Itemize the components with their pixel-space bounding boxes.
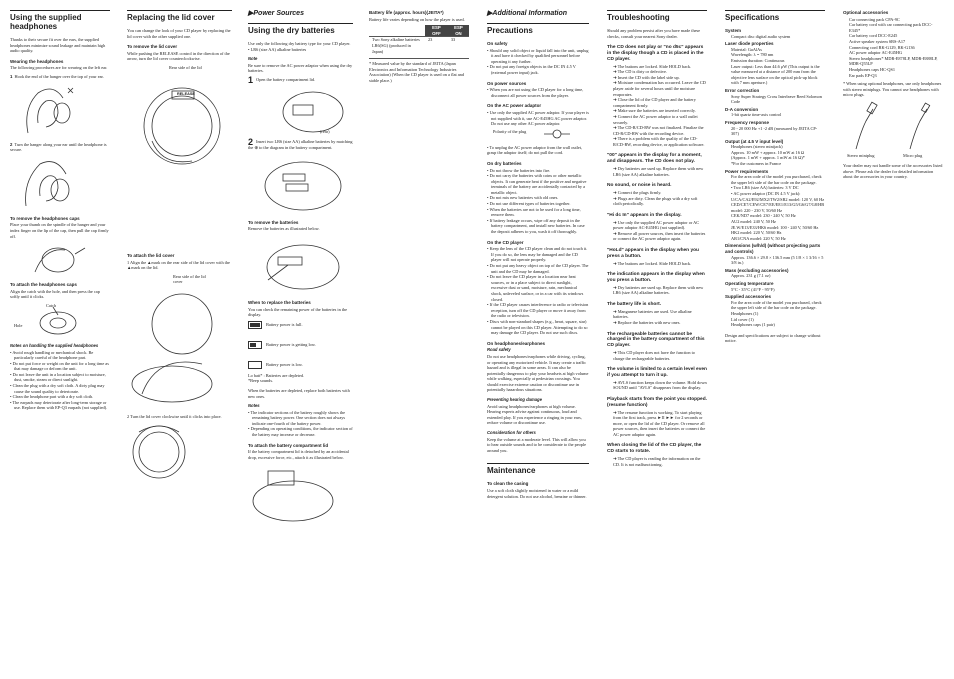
spec-heading: D-A conversion — [725, 106, 759, 112]
column-specifications — [725, 10, 825, 347]
battery-level-list — [248, 321, 353, 369]
list-item: • Do not carry the batteries with coins or other metallic objects. It can generate heat if the positive and negative terminals of the battery are accidentally contacted by a metallic object. — [487, 173, 587, 195]
trouble-heading: The rechargeable batteries cannot be charged in the battery compartment of this CD player. — [607, 331, 705, 349]
trouble-heading: "HoLd" appears in the display when you press a button. — [607, 248, 699, 259]
ac-unplug-text: • To unplug the AC power adaptor from the wall outlet, grasp the adaptor itself; do not pull the cord. — [487, 144, 583, 156]
optional-heading: Optional accessories — [843, 10, 889, 15]
spec-heading: Output (at 4.5 V input level) — [725, 138, 784, 144]
dealer-text: Your dealer may not handle some of the accessories listed above. Please ask the dealer for detailed information about the accessories in your country. — [843, 162, 943, 180]
lid-intro: You can change the look of your CD player by replacing the lid cover with the other supplied one. — [127, 28, 231, 39]
arrow-icon: ➜ — [613, 80, 618, 86]
road-text: Do not use headphones/earphones while driving, cycling, or operating any motorized vehicle. It may create a traffic hazard and is illegal in some areas. It can also be potentially dangerous to play your headsets at high volume while walking, especially at pedestrian crossings. You should exercise extreme caution or discontinue use in potentially hazardous situations. — [487, 353, 589, 393]
troubleshooting-intro: Should any problem persist after you have made these checks, consult your nearest Sony dealer. — [607, 28, 701, 39]
step-1-text: Hook the end of the hanger over the top of your ear. — [14, 73, 104, 79]
column-troubleshooting — [607, 10, 707, 467]
trouble-item — [607, 196, 707, 207]
remove-lid-heading: To remove the lid cover — [127, 44, 178, 50]
headphones-heading: On headphones/earphones — [487, 340, 546, 346]
attach-battery-lid-heading: To attach the battery compartment lid — [248, 442, 329, 448]
remove-lid-figure — [127, 65, 232, 175]
trouble-item-text: Close the lid of the CD player and the battery compartment firmly. — [613, 97, 696, 108]
stereo-miniplug-icon — [851, 101, 881, 151]
hole-label: Hole — [14, 322, 23, 328]
battery-life-row-label: Two Sony alkaline batteries LR6(SG) (produced in Japan) — [369, 37, 425, 54]
trouble-item-text: There is a problem with the quality of the CD-R/CD-RW, recording device, or application software. — [613, 136, 705, 147]
trouble-heading: No sound, or noise is heard. — [607, 183, 672, 189]
list-item: • Do not put any foreign objects in the DC IN 4.5 V (external power input) jack. — [487, 64, 576, 75]
battery-step-2-text: Insert two LR6 (size AA) alkaline batteries by matching the ⊕ to the diagram in the battery compartment. — [248, 138, 353, 151]
battery-notes-heading: Notes — [248, 403, 260, 409]
wearing-text: The following procedures are for wearing on the left ear. — [10, 65, 108, 71]
arrow-icon: ➜ — [613, 108, 618, 114]
power-heading: On power sources — [487, 80, 527, 86]
esp-on-value: 33 — [448, 37, 469, 54]
attach-lid-step-1: 1 Align the ▲mark on the rear side of the lid cover with the ▲mark on the lid. — [127, 259, 230, 271]
trouble-item — [607, 380, 707, 391]
battery-full-label: Battery power is full. — [266, 321, 303, 327]
battery-mid-icon — [248, 341, 262, 349]
battery-life-heading: Battery life (approx. hours)(JEITA*) — [369, 10, 444, 15]
battery-step-1: 1 Open the battery compartment lid. — [248, 74, 316, 85]
trouble-heading: The volume is limited to a certain level even if you attempt to turn it up. — [607, 367, 707, 378]
list-item: • Do not leave the unit in a location subject to moisture, dust, smoke, steam or direct sunlight. — [10, 371, 106, 383]
design-note: Design and specifications are subject to change without notice. — [725, 332, 821, 344]
polarity-icon — [542, 127, 572, 141]
notes-list — [10, 350, 110, 412]
column-optional-accessories — [843, 10, 943, 183]
arrow-icon: ➜ — [613, 308, 618, 314]
replace-batteries-text: You can check the remaining power of the batteries in the display. — [248, 306, 348, 318]
attach-caps-text: Align the catch with the hole, and then press the cap softly until it clicks. — [10, 288, 100, 300]
column-battery-life — [369, 10, 469, 87]
arrow-icon: ➜ — [613, 319, 618, 325]
spec-text: 20 - 20 000 Hz +1 -2 dB (measured by JEITA CP-307) — [731, 125, 818, 137]
spec-heading: Supplied accessories — [725, 294, 772, 300]
arrow-icon: ➜ — [613, 63, 618, 69]
micro-plug-icon — [905, 101, 935, 151]
spec-text: Compact disc digital audio system — [731, 33, 791, 39]
arrow-icon: ➜ — [613, 195, 618, 201]
step-2: 2 Turn the hanger along your ear until the headphone is secure. — [10, 141, 107, 153]
list-item: • Use only the supplied AC power adaptor. If your player is not supplied with it, use AC-E45HG AC power adaptor. Do not use any other AC power adaptor. — [487, 109, 589, 127]
step-1: 1 Hook the end of the hanger over the top of your ear. — [10, 73, 104, 79]
spec-text: Approx. 136.6 × 29.8 × 136.5 mm (5 1/8 × 1 3/16 × 5 3/8 in.) — [731, 254, 824, 266]
arrow-icon: ➜ — [613, 97, 618, 103]
arrow-icon: ➜ — [613, 136, 618, 142]
trouble-item-text: The buttons are locked. Slide HOLD back. — [617, 63, 692, 69]
cd-list — [487, 246, 589, 336]
trouble-item-text: Connect the AC power adaptor to a wall outlet securely. — [613, 113, 698, 125]
notes-heading: Notes on handling the supplied headphones — [10, 342, 99, 348]
lo-batt-label: Lo batt* : Batteries are depleted. — [248, 372, 305, 378]
arrow-icon: ➜ — [613, 349, 618, 355]
safety-heading: On safety — [487, 41, 508, 46]
trouble-item-text: Dry batteries are used up. Replace them with new LR6 (size AA) alkaline batteries. — [613, 284, 704, 296]
battery-level-full — [248, 321, 353, 329]
hearing-heading: Preventing hearing damage — [487, 397, 542, 403]
spec-heading: Frequency response — [725, 119, 770, 125]
trouble-item — [607, 410, 707, 438]
road-heading: Road safety — [487, 347, 511, 353]
spec-heading: Power requirements — [725, 168, 769, 174]
lo-batt-text — [248, 373, 353, 384]
release-label: RELEASE — [177, 91, 195, 96]
trouble-item-text: Insert the CD with the label side up. — [617, 74, 680, 80]
ac-list — [487, 110, 589, 127]
step-2-text: Turn the hanger along your ear until the headphone is secure. — [10, 141, 107, 153]
list-item: • The earpads may deteriorate after long-term storage or use. Replace them with EP-Q3 earpads (not supplied). — [10, 399, 108, 411]
arrow-icon: ➜ — [613, 166, 618, 172]
spec-heading: Operating temperature — [725, 280, 774, 286]
power-sources-section: ▶Power Sources — [248, 10, 304, 17]
battery-type: • LR6 (size AA) alkaline batteries — [248, 46, 307, 52]
list-item: • When you are not using the CD player for a long time, disconnect all power sources from the player. — [487, 87, 584, 98]
power-sources-label: Power Sources — [253, 10, 304, 17]
spec-heading: Dimensions (w/h/d) (without projecting parts and controls) — [725, 243, 821, 254]
arrow-icon: ➜ — [613, 190, 618, 196]
trouble-item-text: Manganese batteries are used. Use alkaline batteries. — [613, 308, 692, 320]
esp-off-value: 23 — [425, 37, 448, 54]
list-item: • Clean the plug with a dry soft cloth. A dirty plug may cause the sound quality to deteriorate. — [10, 383, 105, 394]
ac-heading: On the AC power adaptor — [487, 103, 542, 109]
trouble-item — [607, 285, 707, 296]
section-title-specifications: Specifications — [725, 10, 825, 22]
column-precautions — [487, 10, 589, 502]
column-lid-cover — [127, 10, 232, 482]
trouble-heading: The indication appears in the display when you press a button. — [607, 272, 705, 283]
spec-text: For the area code of the model you purchased, check the upper left side of the bar code on the package. Headphones (1) Lid cover (1) Headphones caps (1 pair) — [731, 299, 822, 328]
battery-level-mid — [248, 341, 353, 349]
open-lid-figure — [248, 87, 353, 139]
insert-batteries-illustration — [248, 154, 348, 214]
trouble-item — [607, 320, 707, 326]
others-text: Keep the volume at a moderate level. This will allow you to hear outside sounds and to be considerate to the people around you. — [487, 436, 587, 453]
esp-on-header: ESP ON — [448, 25, 469, 37]
battery-low-icon — [248, 361, 262, 369]
trouble-heading: "Hi dc In" appears in the display. — [607, 212, 682, 218]
spec-heading: Laser diode properties — [725, 41, 774, 47]
spec-heading: Error correction — [725, 87, 760, 93]
list-item: • Do not throw the batteries into fire. — [487, 167, 551, 173]
list-item: • Avoid rough handling or mechanical shock. Be particularly careful of the headphone part. — [10, 349, 94, 361]
arrow-icon: ➜ — [613, 230, 618, 236]
battery-step-1-text: Open the battery compartment lid. — [256, 76, 316, 82]
trouble-item — [607, 350, 707, 361]
turn-lid-illustration — [129, 422, 189, 482]
micro-plug-label: Micro plug — [903, 152, 923, 158]
battery-note-heading: Note — [248, 56, 258, 62]
remove-caps-illustration — [30, 242, 90, 277]
remove-batteries-illustration — [248, 235, 348, 295]
optional-note: * When using optional headphones, use only headphones with stereo miniplugs. You cannot use headphones with micro plugs. — [843, 81, 942, 98]
battery-notes-list — [248, 410, 353, 438]
batteries-intro: Use only the following dry battery type for your CD player. — [248, 41, 351, 46]
battery-low-label: Battery power is low. — [266, 361, 303, 367]
arrow-icon: ➜ — [613, 125, 618, 131]
plug-figure — [843, 101, 943, 163]
trouble-item-text: The resume function is working. To start playing from the first track, press ►II ►► for 2 seconds or more, or open the lid of the CD player. Or remove all power sources, then insert the batteries or connect the AC power adaptor again. — [613, 409, 706, 437]
spec-text: Headphones (stereo minijack) Approx. 10 mW + approx. 10 mW at 16 Ω (Approx. 1 mW + approx. 1 mW at 16 Ω)* *For the customers in France — [731, 144, 805, 167]
beep-label: *Beep sounds. — [248, 378, 274, 384]
trouble-item — [607, 166, 707, 177]
list-item: • When the batteries are not to be used for a long time, remove them. — [487, 206, 581, 218]
clean-heading: To clean the casing — [487, 481, 529, 487]
trouble-item-text: Connect the plugs firmly. — [617, 190, 662, 196]
arrow-icon: ➜ — [613, 409, 618, 415]
stereo-miniplug-label: Stereo miniplug — [847, 152, 875, 158]
trouble-item-text: Make sure the batteries are inserted correctly. — [617, 108, 696, 114]
list-item: • If the CD player causes interference to radio or television reception, turn off the CD player or move it away from the radio or television. — [487, 302, 589, 319]
attach-lid-heading: To attach the lid cover — [127, 252, 175, 258]
trouble-item — [607, 220, 707, 231]
hearing-text: Avoid using headphones/earphones at high volume. Hearing experts advise against continuous, loud and extended play. If you experience a ringing in your ears, reduce volume or discontinue use. — [487, 403, 582, 426]
additional-info-label: Additional Information — [492, 10, 568, 17]
wearing-heading: Wearing the headphones — [10, 58, 64, 64]
column-headphones — [10, 10, 110, 411]
trouble-item-text: Moisture condensation has occurred. Leave the CD player aside for several hours until the moisture evaporates. — [613, 80, 706, 97]
trouble-item-text: Plugs are dirty. Clean the plugs with a dry soft cloth periodically. — [613, 195, 698, 207]
arrow-icon: ➜ — [613, 69, 618, 75]
trouble-item — [607, 261, 707, 267]
dry-heading: On dry batteries — [487, 160, 522, 166]
rear-cover-label: Rear side of the lid cover — [173, 273, 206, 285]
spec-heading: Mass (excluding accessories) — [725, 267, 789, 273]
specification-list — [725, 28, 825, 328]
arrow-icon: ➜ — [613, 284, 618, 290]
list-item: • Do not mix new batteries with old ones. — [487, 195, 559, 201]
trouble-item-text: The CD player is reading the information on the CD. It is not malfunctioning. — [613, 456, 701, 467]
battery-level-low — [248, 361, 353, 369]
section-title-precautions: Precautions — [487, 23, 589, 35]
trouble-item-text: AVLS function keeps down the volume. Hold down SOUND until "AVLS" disappears from the display. — [613, 379, 707, 391]
list-item: • Do not leave the CD player in a location near heat sources, or in a place subject to direct sunlight, excessive dust or sand, moisture, rain, mechanical shock, unleveled surface, or in a car with its windows closed. — [487, 274, 584, 302]
column-dry-batteries — [248, 10, 353, 523]
dry-list — [487, 168, 589, 235]
battery-step-2: 2 Insert two LR6 (size AA) alkaline batteries by matching the ⊕ to the diagram in the battery compartment. — [248, 136, 353, 151]
trouble-item — [607, 114, 707, 125]
list-item: • Do not use different types of batteries together. — [487, 201, 571, 207]
trouble-item — [607, 309, 707, 320]
rear-label: (rear) — [320, 128, 330, 134]
battery-life-text: Battery life varies depending on how the player is used. — [369, 16, 465, 22]
spec-text: Approx. 231 g (7.1 oz) — [731, 273, 771, 279]
trouble-item — [607, 231, 707, 242]
ac-unplug-label: To unplug the AC power adaptor from the wall outlet, grasp the adaptor itself; do not pull the cord. — [487, 144, 583, 156]
trouble-item-text: Remove all power sources, then insert the batteries or connect the AC power adaptor again. — [613, 230, 706, 242]
turn-hanger-illustration — [18, 156, 78, 211]
list-item: • Should any solid object or liquid fall into the unit, unplug it and have it checked by qualified personnel before operating it any further. — [487, 47, 589, 64]
trouble-item-text: Dry batteries are used up. Replace them with new LR6 (size AA) alkaline batteries. — [613, 166, 704, 177]
others-heading: Consideration for others — [487, 430, 536, 436]
trouble-item — [607, 80, 707, 97]
list-item: • Depending on operating conditions, the indicator section of the battery may increase or decrease. — [248, 426, 353, 438]
list-item: • Do not put any heavy object on top of the CD player. The unit and the CD may be damaged. — [487, 263, 589, 274]
section-title-headphones: Using the supplied headphones — [10, 10, 110, 31]
trouble-heading: The battery life is short. — [607, 301, 662, 307]
trouble-item-text: This CD player does not have the function to charge the rechargeable batteries. — [613, 349, 695, 361]
list-item: • Discs with non-standard shapes (e.g., heart, square, star) cannot be played on this CD player. Attempting to do so may damage the CD player. Do not use such discs. — [487, 318, 588, 336]
power-list — [487, 87, 589, 98]
trouble-heading: When closing the lid of the CD player, the CD starts to rotate. — [607, 443, 702, 455]
remove-lid-text: While pushing the RELEASE control in the direction of the arrow, turn the lid cover counterclockwise. — [127, 50, 230, 62]
polarity-label: Polarity of the plug — [493, 128, 527, 134]
trouble-heading: "00" appears in the display for a moment, and disappears. The CD does not play. — [607, 153, 702, 165]
trouble-item — [607, 136, 707, 147]
cd-player-rear-illustration — [248, 87, 348, 137]
list-item: • Clean the headphone part with a dry soft cloth. — [10, 394, 94, 400]
additional-info-section: ▶Additional Information — [487, 10, 568, 17]
spec-text: Sony Super Strategy Cross Interleave Reed Solomon Code — [731, 93, 822, 105]
attach-battery-lid-text: If the battery compartment lid is detached by an accidental drop, excessive force, etc., attach it as illustrated below. — [248, 449, 349, 460]
trouble-heading: Playback starts from the point you stopped. (resume function) — [607, 396, 707, 408]
attach-lid-step-2: 2 Turn the lid cover clockwise until it clicks into place. — [127, 413, 222, 419]
spec-heading: System — [725, 28, 742, 33]
rear-lid-label: Rear side of the lid — [169, 64, 202, 70]
section-title-batteries: Using the dry batteries — [248, 23, 353, 35]
trouble-item-text: The CD is dirty or defective. — [617, 69, 668, 75]
arrow-icon: ➜ — [613, 113, 618, 119]
list-item: • If battery leakage occurs, wipe off any deposit in the battery compartment, and install new batteries. In case the deposit adheres to you, wash it off thoroughly. — [487, 217, 585, 235]
trouble-heading: The CD does not play or "no d5c" appears in the display though a CD is placed in the CD player. — [607, 45, 704, 62]
spec-text: 5°C - 35°C (41°F - 95°F) — [731, 286, 775, 292]
attach-caps-figure — [10, 303, 110, 339]
trouble-item — [607, 97, 707, 108]
trouble-item-text: The CD-R/CD-RW was not finalized. Finalize the CD-R/CD-RW with the recording device. — [613, 125, 704, 136]
spec-text: Material: GaAlAs Wavelength: λ = 780 nm Emission duration: Continuous Laser output: Less than 44.6 μW (This output is the value measured at a distance of 200 mm from the objective lens surface on the optical pick-up block with 7 mm aperture.) — [731, 46, 820, 86]
list-item: • Do not put force or weight on the unit for a long time as that may damage or deform the unit. — [10, 360, 109, 372]
trouble-item-text: Use only the supplied AC power adaptor or AC power adaptor AC-E45HG (not supplied). — [613, 219, 700, 231]
arrow-icon: ➜ — [613, 74, 618, 80]
section-title-maintenance: Maintenance — [487, 463, 589, 475]
remove-caps-text: Place your thumb on the spindle of the hanger and your index finger on the lip of the cap, then pull the cap firmly off. — [10, 222, 109, 239]
attach-caps-heading: To attach the headphones caps — [10, 282, 77, 288]
polarity-figure — [487, 127, 589, 145]
cap-illustration — [28, 307, 88, 339]
battery-full-icon — [248, 321, 262, 329]
cd-heading: On the CD player — [487, 239, 524, 245]
list-item: • Keep the lens of the CD player clean and do not touch it. If you do so, the lens may be damaged and the CD player will not operate properly. — [487, 246, 588, 263]
deplete-text: When the batteries are depleted, replace both batteries with new ones. — [248, 387, 350, 399]
lid-cover-illustration — [127, 284, 222, 414]
battery-mid-label: Battery power is getting low. — [266, 341, 316, 347]
troubleshooting-list — [607, 45, 707, 467]
trouble-item — [607, 456, 707, 467]
remove-batteries-text: Remove the batteries as illustrated below. — [248, 226, 320, 232]
battery-note: Be sure to remove the AC power adaptor when using the dry batteries. — [248, 62, 353, 74]
hook-ear-illustration — [18, 83, 78, 138]
section-title-troubleshooting: Troubleshooting — [607, 10, 707, 22]
section-title-lid: Replacing the lid cover — [127, 10, 232, 22]
arrow-icon: ➜ — [613, 260, 618, 266]
trouble-item — [607, 125, 707, 136]
remove-batteries-heading: To remove the batteries — [248, 219, 299, 225]
arrow-icon: ➜ — [613, 456, 618, 462]
lid-illustration — [132, 71, 222, 171]
clean-text: Use a soft cloth slightly moistened in water or a mild detergent solution. Do not use alcohol, benzine or thinner. — [487, 488, 587, 499]
arrow-icon: ➜ — [613, 219, 618, 225]
catch-label: Catch — [46, 302, 57, 308]
battery-life-table — [369, 25, 469, 54]
attach-lid-figure — [127, 274, 232, 414]
replace-batteries-heading: When to replace the batteries — [248, 299, 311, 305]
headphones-intro: Thanks to their secure fit over the ears, the supplied headphones minimize sound leakage and maintain high audio quality. — [10, 37, 106, 54]
esp-off-header: ESP OFF — [425, 25, 448, 37]
trouble-item-text: Replace the batteries with new ones. — [617, 319, 681, 325]
trouble-item-text: The buttons are locked. Slide HOLD back. — [617, 260, 692, 266]
arrow-icon: ➜ — [613, 379, 618, 385]
spec-text: 1-bit quartz time-axis control — [731, 112, 782, 118]
remove-caps-heading: To remove the headphones caps — [10, 215, 80, 221]
spec-text: For the area code of the model you purchased, check the upper left side of the bar code on the package. • Two LR6 (size AA) batteries: 3 V DC • AC power adaptor (DC IN 4.5 V jack): U/CA/CA2/E92/MX2/TW2/SR2 model: 120 V, 60 Hz CED/CE7/CEW/CE7/EE/EE1/E13/G5/G6/G7/G8/HB model: 220 - 230 V, 50/60 Hz CEK/ND7 model: 230 - 240 V, 50 Hz AU2 model: 240 V, 50 Hz JE.W/E13/E33/HK6 model: 100 - 240 V, 50/60 Hz HK2 model: 220 V, 50/60 Hz AR1/CNA model: 220 V, 50 Hz — [731, 174, 825, 241]
safety-list — [487, 48, 589, 76]
jeita-footnote: * Measured value by the standard of JEITA (Japan Electronics and Information Technology Industries Association) (When the CD player is used on a flat and stable place.) — [369, 58, 469, 83]
optional-list: Car connecting pack CPA-9C Car battery cord with car connecting pack DCC-E345* Car battery cord DCC-E245 Active speaker system SRS-A17 Connecting cord RK-G129, RK-G136 AC power adaptor AC-E45HG Stereo headphones* MDR-E878LP, MDR-E888LP, MDR-Q55LP Headphones caps HC-QS1 Ear pads EP-Q3 — [849, 16, 938, 78]
attach-battery-lid-illustration — [248, 463, 338, 523]
list-item: • The indicator sections of the battery roughly shows the remaining battery power. One section does not always indicate one-fourth of the battery power. — [248, 409, 346, 426]
